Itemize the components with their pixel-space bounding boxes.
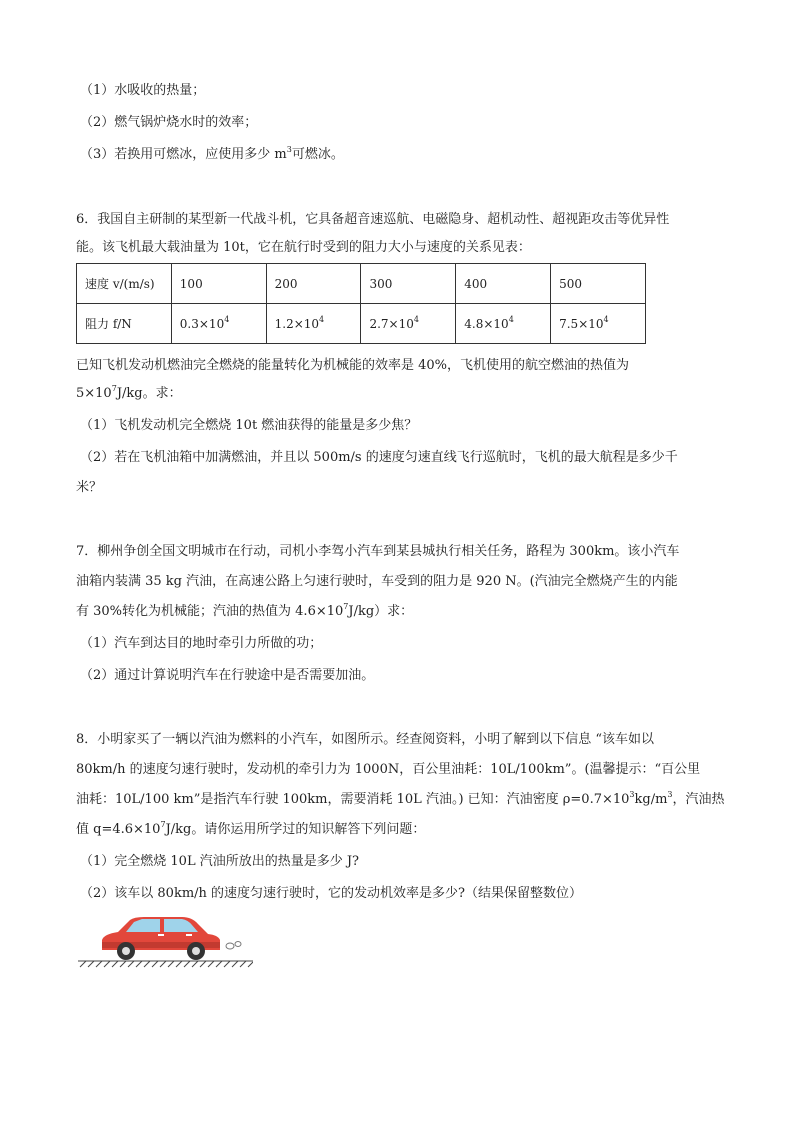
q7-part-2: （2）通过计算说明汽车在行驶途中是否需要加油。 <box>80 668 375 683</box>
q5-part-3 <box>80 145 344 165</box>
table-cell <box>266 304 361 344</box>
q6-part-2-cont: 米？ <box>76 480 103 495</box>
q8-part-1: （1）完全燃烧 10L 汽油所放出的热量是多少 J? <box>80 854 360 869</box>
table-header-force: 阻力 f/N <box>77 304 172 344</box>
q7-line-2: 油箱内装满 35 kg 汽油，在高速公路上匀速行驶时，车受到的阻力是 920 N。(汽油完全燃烧产生的内能 <box>76 574 678 589</box>
q8-line-3-exp2: 3 <box>667 790 673 799</box>
q8-line-3-a: 油耗：10L/100 km”是指汽车行驶 100km，需要消耗 10L 汽油。) 已知：汽油密度 ρ=0.7×10 <box>76 792 630 807</box>
q6-part-1: （1）飞机发动机完全燃烧 10t 燃油获得的能量是多少焦？ <box>80 418 418 433</box>
q6-line-4-exp: 7 <box>111 384 117 393</box>
q8-line-3 <box>76 790 725 810</box>
q6-line-4-a: 5×10 <box>76 386 112 401</box>
q8-line-3-b: kg/m <box>634 792 668 807</box>
q7-line-3-exp: 7 <box>343 602 349 611</box>
q8-line-4-a: 值 q=4.6×10 <box>76 822 161 837</box>
force-value: 2.7×10 <box>369 316 414 331</box>
q7-line-3 <box>76 602 413 622</box>
table-cell: 400 <box>456 264 551 304</box>
table-cell: 200 <box>266 264 361 304</box>
q6-line-4-b: J/kg。求： <box>116 386 182 401</box>
force-value: 4.8×10 <box>464 316 509 331</box>
table-header-speed: 速度 v/(m/s) <box>77 264 172 304</box>
q8-part-2: （2）该车以 80km/h 的速度匀速行驶时，它的发动机效率是多少?（结果保留整数位） <box>80 886 583 901</box>
q8-line-3-c: ，汽油热 <box>672 792 725 807</box>
q6-line-1: 6．我国自主研制的某型新一代战斗机，它具备超音速巡航、电磁隐身、超机动性、超视距攻击等优异性 <box>76 212 670 227</box>
q5-part-3-text: （3）若换用可燃冰，应使用多少 m <box>80 147 287 162</box>
table-cell <box>361 304 456 344</box>
force-exp: 4 <box>603 314 609 324</box>
table-row-speed <box>77 264 646 304</box>
force-value: 7.5×10 <box>559 316 604 331</box>
speed-resistance-table <box>76 263 646 344</box>
q6-line-3: 已知飞机发动机燃油完全燃烧的能量转化为机械能的效率是 40%，飞机使用的航空燃油的热值为 <box>76 358 630 373</box>
force-exp: 4 <box>413 314 419 324</box>
exhaust-puff <box>226 942 241 950</box>
q5-part-3-exp: 3 <box>286 145 292 154</box>
table-cell <box>551 304 646 344</box>
q6-line-4 <box>76 384 182 404</box>
q5-part-3-tail: 可燃冰。 <box>291 147 344 162</box>
q5-part-2: （2）燃气锅炉烧水时的效率； <box>80 115 258 130</box>
force-value: 0.3×10 <box>179 316 225 331</box>
q8-line-4-exp: 7 <box>160 820 166 829</box>
q7-line-3-a: 有 30%转化为机械能；汽油的热值为 4.6×10 <box>76 604 344 619</box>
q8-line-4 <box>76 820 425 840</box>
force-exp: 4 <box>224 314 230 324</box>
table-cell <box>171 304 266 344</box>
q7-line-1: 7．柳州争创全国文明城市在行动，司机小李驾小汽车到某县城执行相关任务，路程为 300km。该小汽车 <box>76 544 680 559</box>
q8-line-2: 80km/h 的速度匀速行驶时，发动机的牵引力为 1000N，百公里油耗：10L/100km”。(温馨提示：“百公里 <box>76 762 701 777</box>
q6-line-2: 能。该飞机最大载油量为 10t，它在航行时受到的阻力大小与速度的关系见表： <box>76 240 531 255</box>
q7-part-1: （1）汽车到达目的地时牵引力所做的功； <box>80 636 323 651</box>
table-cell: 500 <box>551 264 646 304</box>
table-cell: 300 <box>361 264 456 304</box>
table-cell: 100 <box>171 264 266 304</box>
q7-line-3-b: J/kg）求： <box>348 604 414 619</box>
force-exp: 4 <box>319 314 325 324</box>
q8-line-3-exp: 3 <box>629 790 635 799</box>
q8-line-1: 8．小明家买了一辆以汽油为燃料的小汽车，如图所示。经查阅资料，小明了解到以下信息 “该车如以 <box>76 732 655 747</box>
q5-part-1: （1）水吸收的热量； <box>80 83 206 98</box>
force-exp: 4 <box>508 314 514 324</box>
ground-hatch <box>78 961 253 967</box>
q8-line-4-b: J/kg。请你运用所学过的知识解答下列问题： <box>165 822 426 837</box>
table-cell <box>456 304 551 344</box>
car-icon <box>78 912 253 968</box>
force-value: 1.2×10 <box>274 316 320 331</box>
table-row-force <box>77 304 646 344</box>
q6-part-2: （2）若在飞机油箱中加满燃油，并且以 500m/s 的速度匀速直线飞行巡航时，飞机的最大航程是多少千 <box>80 450 678 465</box>
